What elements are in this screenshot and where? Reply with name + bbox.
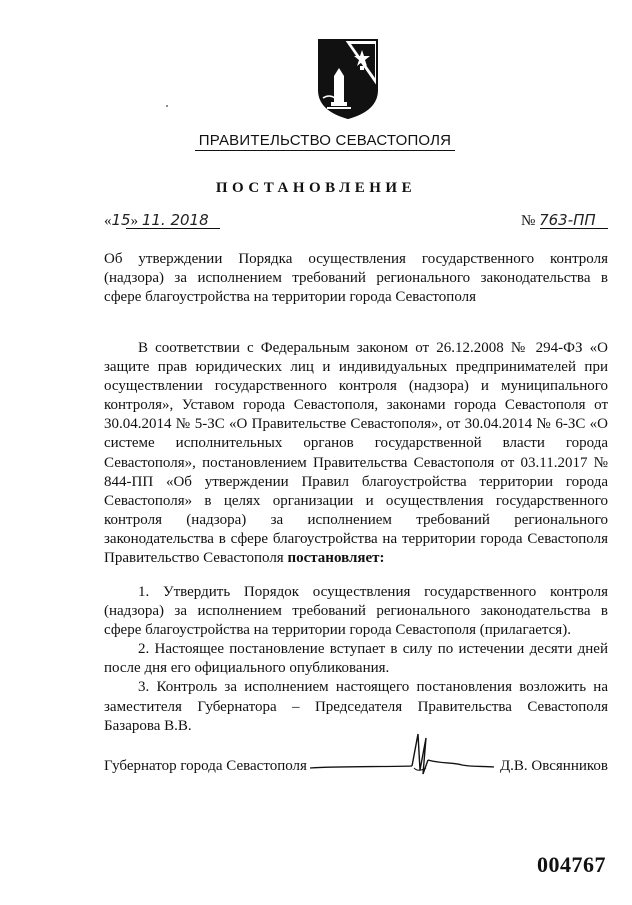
preamble-resolves: постановляет: [287,550,385,567]
date-underline [126,228,220,229]
organization-name: ПРАВИТЕЛЬСТВО СЕВАСТОПОЛЯ [195,132,455,151]
number-underline [540,228,608,229]
number-prefix: № [521,213,536,229]
date-close-quote: » [130,213,139,229]
date-month-year: 11. 2018 [141,211,209,229]
document-type: ПОСТАНОВЛЕНИЕ [215,180,417,196]
resolution-item: 2. Настоящее постановление вступает в силу по истечении десяти дней после дня его официального опубликования. [104,641,608,677]
organization-title [0,132,632,151]
number-value: 763-ПП [539,211,596,229]
resolution-items [104,583,608,736]
date-day: 15 [111,211,131,229]
preamble-text: В соответствии с Федеральным законом от 26.12.2008 № 294-ФЗ «О защите прав юридических лиц и индивидуальных предпринимателей при осуществлении государственного контроля (надзора) и муниципального контроля», Уставом города Севастополя, законами города Севастополя от 30.04.2014 № 5-ЗС «О Правительстве Севастополя», от 30.04.2014 № 6-ЗС «О системе исполнительных органов государственной власти города Севастополя», постановлением Правительства Севастополя от 03.11.2017 № 844-ПП «Об утверждении Правил благоустройства территории города Севастополя» в целях организации и осуществления государственного контроля (надзора) за исполнением требований регионального законодательства в сфере благоустройства на территории города Севастополя Правительство Севастополя [104,340,608,567]
document-subject: Об утверждении Порядка осуществления государственного контроля (надзора) за исполнением требований регионального законодательства в сфере благоустройства на территории города Севастополя [104,251,608,306]
serial-number: 004767 [537,852,606,877]
resolution-item: 1. Утвердить Порядок осуществления государственного контроля (надзора) за исполнением требований регионального законодательства в сфере благоустройства на территории города Севастополя (прилагается). [104,584,608,639]
preamble-paragraph [104,339,608,568]
sevastopol-coat-of-arms-icon [317,38,379,120]
signatory-position: Губернатор города Севастополя [104,758,307,774]
scan-speck [166,105,168,107]
signature-block [104,758,608,782]
signatory-name: Д.В. Овсянников [499,758,608,774]
resolution-item: 3. Контроль за исполнением настоящего постановления возложить на заместителя Губернатора – Председателя Правительства Севастополя Базарова В.В. [104,679,608,734]
date-open-quote: « [104,213,112,229]
